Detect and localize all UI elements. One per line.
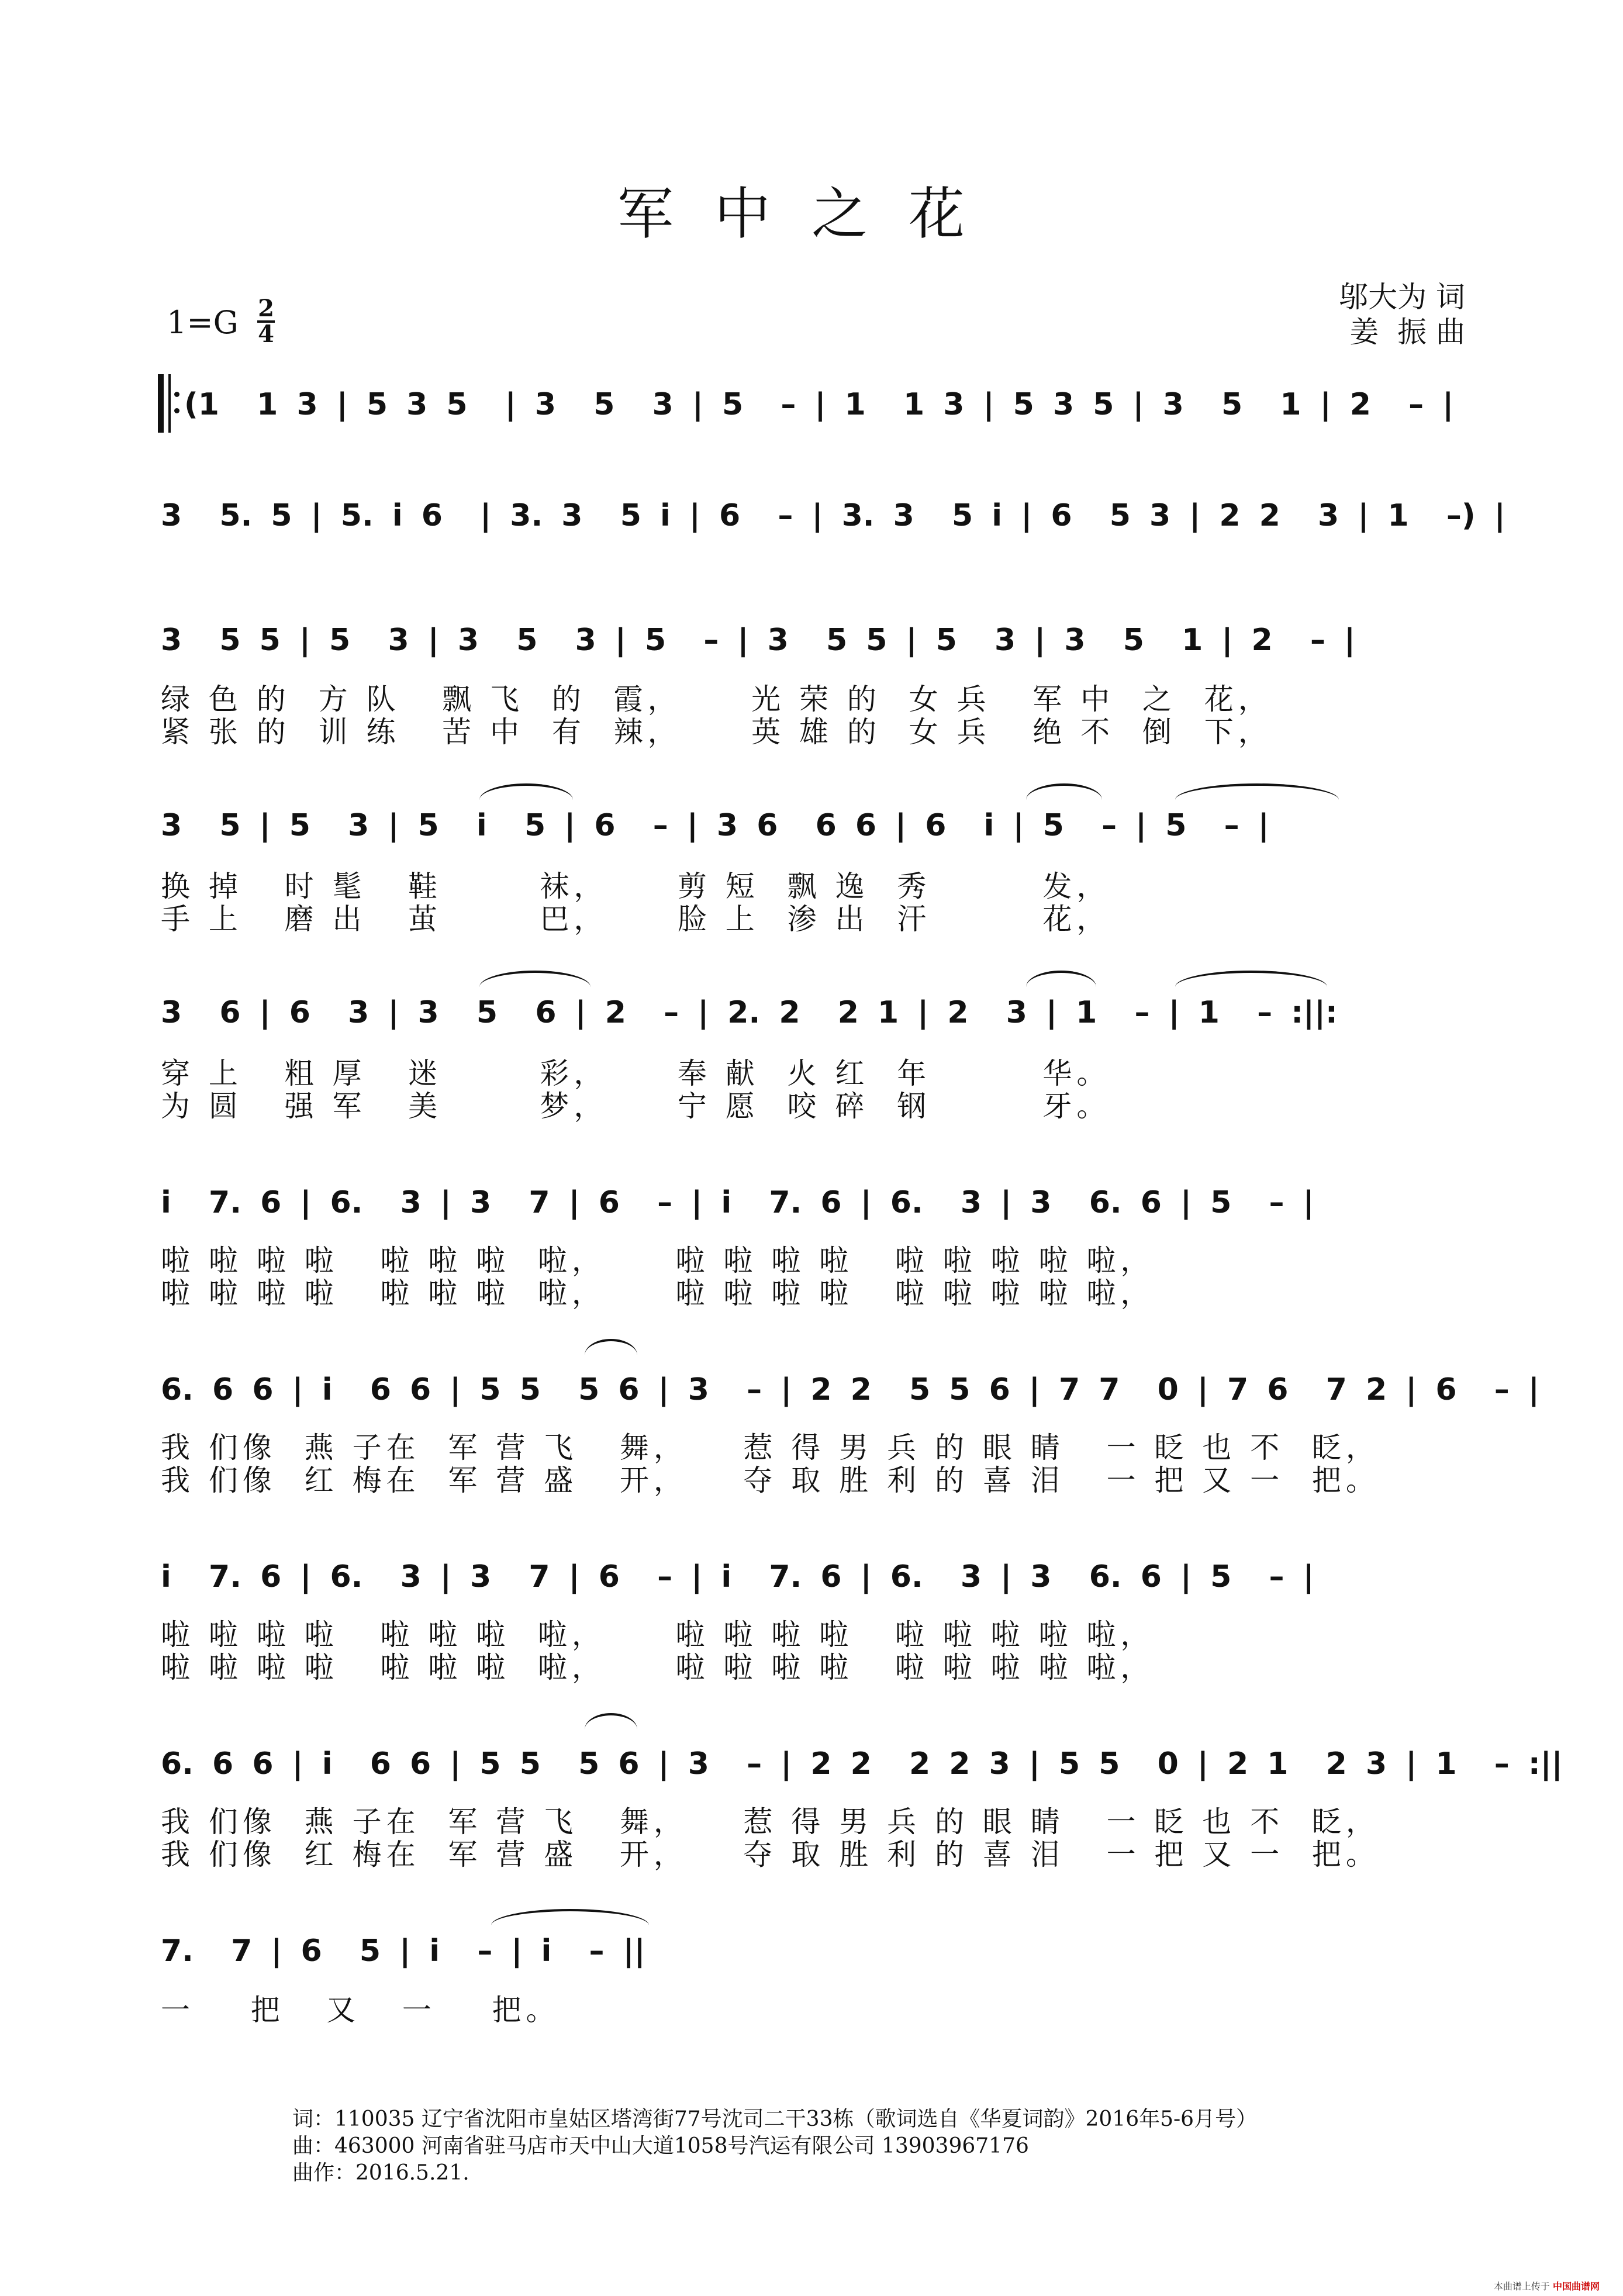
score-row (161, 795, 1465, 854)
notes-line: 6. 6 6 | i 6 6 | 5 5 5 6 | 3 – | 2 2 2 2 3 | 5 5 0 | 2 1 2 3 | 1 – :|| (161, 1746, 1563, 1781)
lyric-line: 啦 啦 啦 啦 啦 啦 啦 啦， 啦 啦 啦 啦 啦 啦 啦 啦 啦， (161, 1276, 1155, 1310)
score-row (161, 1921, 1465, 1979)
score-row (161, 485, 1505, 544)
lyric-line: 手 上 磨 出 茧 巴， 脸 上 渗 出 汗 花， (161, 902, 1111, 936)
notes-line: 3 6 | 6 3 | 3 5 6 | 2 – | 2. 2 2 1 | 2 3 | 1 – | 1 – :||: (161, 995, 1338, 1030)
lyricist: 邬大为 词 (1339, 280, 1465, 314)
lyric-line: 穿 上 粗 厚 迷 彩， 奉 献 火 红 年 华。 (161, 1056, 1111, 1090)
composer: 姜 振 曲 (1349, 315, 1465, 349)
lyric-line: 紧 张 的 训 练 苦 中 有 辣， 英 雄 的 女 兵 绝 不 倒 下， (161, 715, 1272, 749)
score-row (161, 610, 1465, 668)
notes-line: 3 5 5 | 5 3 | 3 5 3 | 5 – | 3 5 5 | 5 3 | 3 5 1 | 2 – | (161, 623, 1356, 658)
score-row (161, 1359, 1539, 1418)
time-bottom: 4 (258, 320, 274, 348)
lyric-line: 为 圆 强 军 美 梦， 宁 愿 咬 碎 钢 牙。 (161, 1089, 1111, 1123)
footer (292, 2106, 1257, 2187)
notes-line: 3 5. 5 | 5. i 6 | 3. 3 5 i | 6 – | 3. 3 5 i | 6 5 3 | 2 2 3 | 1 –) | (161, 498, 1505, 533)
footer-line: 曲作：2016.5.21. (292, 2161, 469, 2185)
lyric-line: 啦 啦 啦 啦 啦 啦 啦 啦， 啦 啦 啦 啦 啦 啦 啦 啦 啦， (161, 1651, 1155, 1684)
watermark-site: 中国曲谱网 (1552, 2281, 1600, 2292)
lyric-line: 换 掉 时 髦 鞋 袜， 剪 短 飘 逸 秀 发， (161, 869, 1111, 903)
notes-line: i 7. 6 | 6. 3 | 3 7 | 6 – | i 7. 6 | 6. 3 | 3 6. 6 | 5 – | (161, 1559, 1314, 1594)
notes-line: 6. 6 6 | i 6 6 | 5 5 5 6 | 3 – | 2 2 5 5 6 | 7 7 0 | 7 6 7 2 | 6 – | (161, 1372, 1539, 1407)
lyric-line: 我 们像 红 梅在 军 营 盛 开， 夺 取 胜 利 的 喜 泪 一 把 又 一 把。 (161, 1463, 1380, 1497)
watermark (1494, 2279, 1600, 2292)
lyric-line: 一 把 又 一 把。 (161, 1993, 560, 2027)
score-row (161, 1734, 1563, 1792)
score-row (161, 374, 1465, 433)
time-signature (257, 297, 275, 346)
notes-line: (1 1 3 | 5 3 5 | 3 5 3 | 5 – | 1 1 3 | 5 3 5 | 3 5 1 | 2 – | (184, 387, 1454, 422)
slur (585, 1339, 637, 1355)
watermark-prefix: 本曲谱上传于 (1493, 2281, 1550, 2292)
score-row (161, 1172, 1465, 1231)
slur (585, 1713, 637, 1729)
notes-line: 7. 7 | 6 5 | i – | i – || (161, 1934, 645, 1969)
key-signature: 1=G (167, 304, 239, 341)
lyric-line: 啦 啦 啦 啦 啦 啦 啦 啦， 啦 啦 啦 啦 啦 啦 啦 啦 啦， (161, 1618, 1155, 1652)
lyric-line: 我 们像 红 梅在 军 营 盛 开， 夺 取 胜 利 的 喜 泪 一 把 又 一 把。 (161, 1838, 1380, 1872)
time-top: 2 (258, 295, 274, 322)
notes-line: 3 5 | 5 3 | 5 i 5 | 6 – | 3 6 6 6 | 6 i | 5 – | 5 – | (161, 808, 1269, 843)
lyric-line: 啦 啦 啦 啦 啦 啦 啦 啦， 啦 啦 啦 啦 啦 啦 啦 啦 啦， (161, 1244, 1155, 1278)
lyric-line: 我 们像 燕 子在 军 营 飞 舞， 惹 得 男 兵 的 眼 睛 一 眨 也 不 眨， (161, 1805, 1380, 1839)
song-title: 军中之花 (617, 181, 1006, 247)
notes-line: i 7. 6 | 6. 3 | 3 7 | 6 – | i 7. 6 | 6. 3 | 3 6. 6 | 5 – | (161, 1185, 1314, 1220)
credits (1339, 279, 1465, 350)
score-row (161, 1546, 1465, 1605)
footer-line: 词：110035 辽宁省沈阳市皇姑区塔湾街77号沈司二干33栋（歌词选自《华夏词韵》2016年5-6月号） (292, 2107, 1258, 2131)
lyric-line: 绿 色 的 方 队 飘 飞 的 霞， 光 荣 的 女 兵 军 中 之 花， (161, 682, 1272, 716)
lyric-line: 我 们像 燕 子在 军 营 飞 舞， 惹 得 男 兵 的 眼 睛 一 眨 也 不 眨， (161, 1431, 1380, 1465)
footer-line: 曲：463000 河南省驻马店市天中山大道1058号汽运有限公司 13903967176 (292, 2134, 1029, 2158)
score-row (161, 982, 1465, 1041)
